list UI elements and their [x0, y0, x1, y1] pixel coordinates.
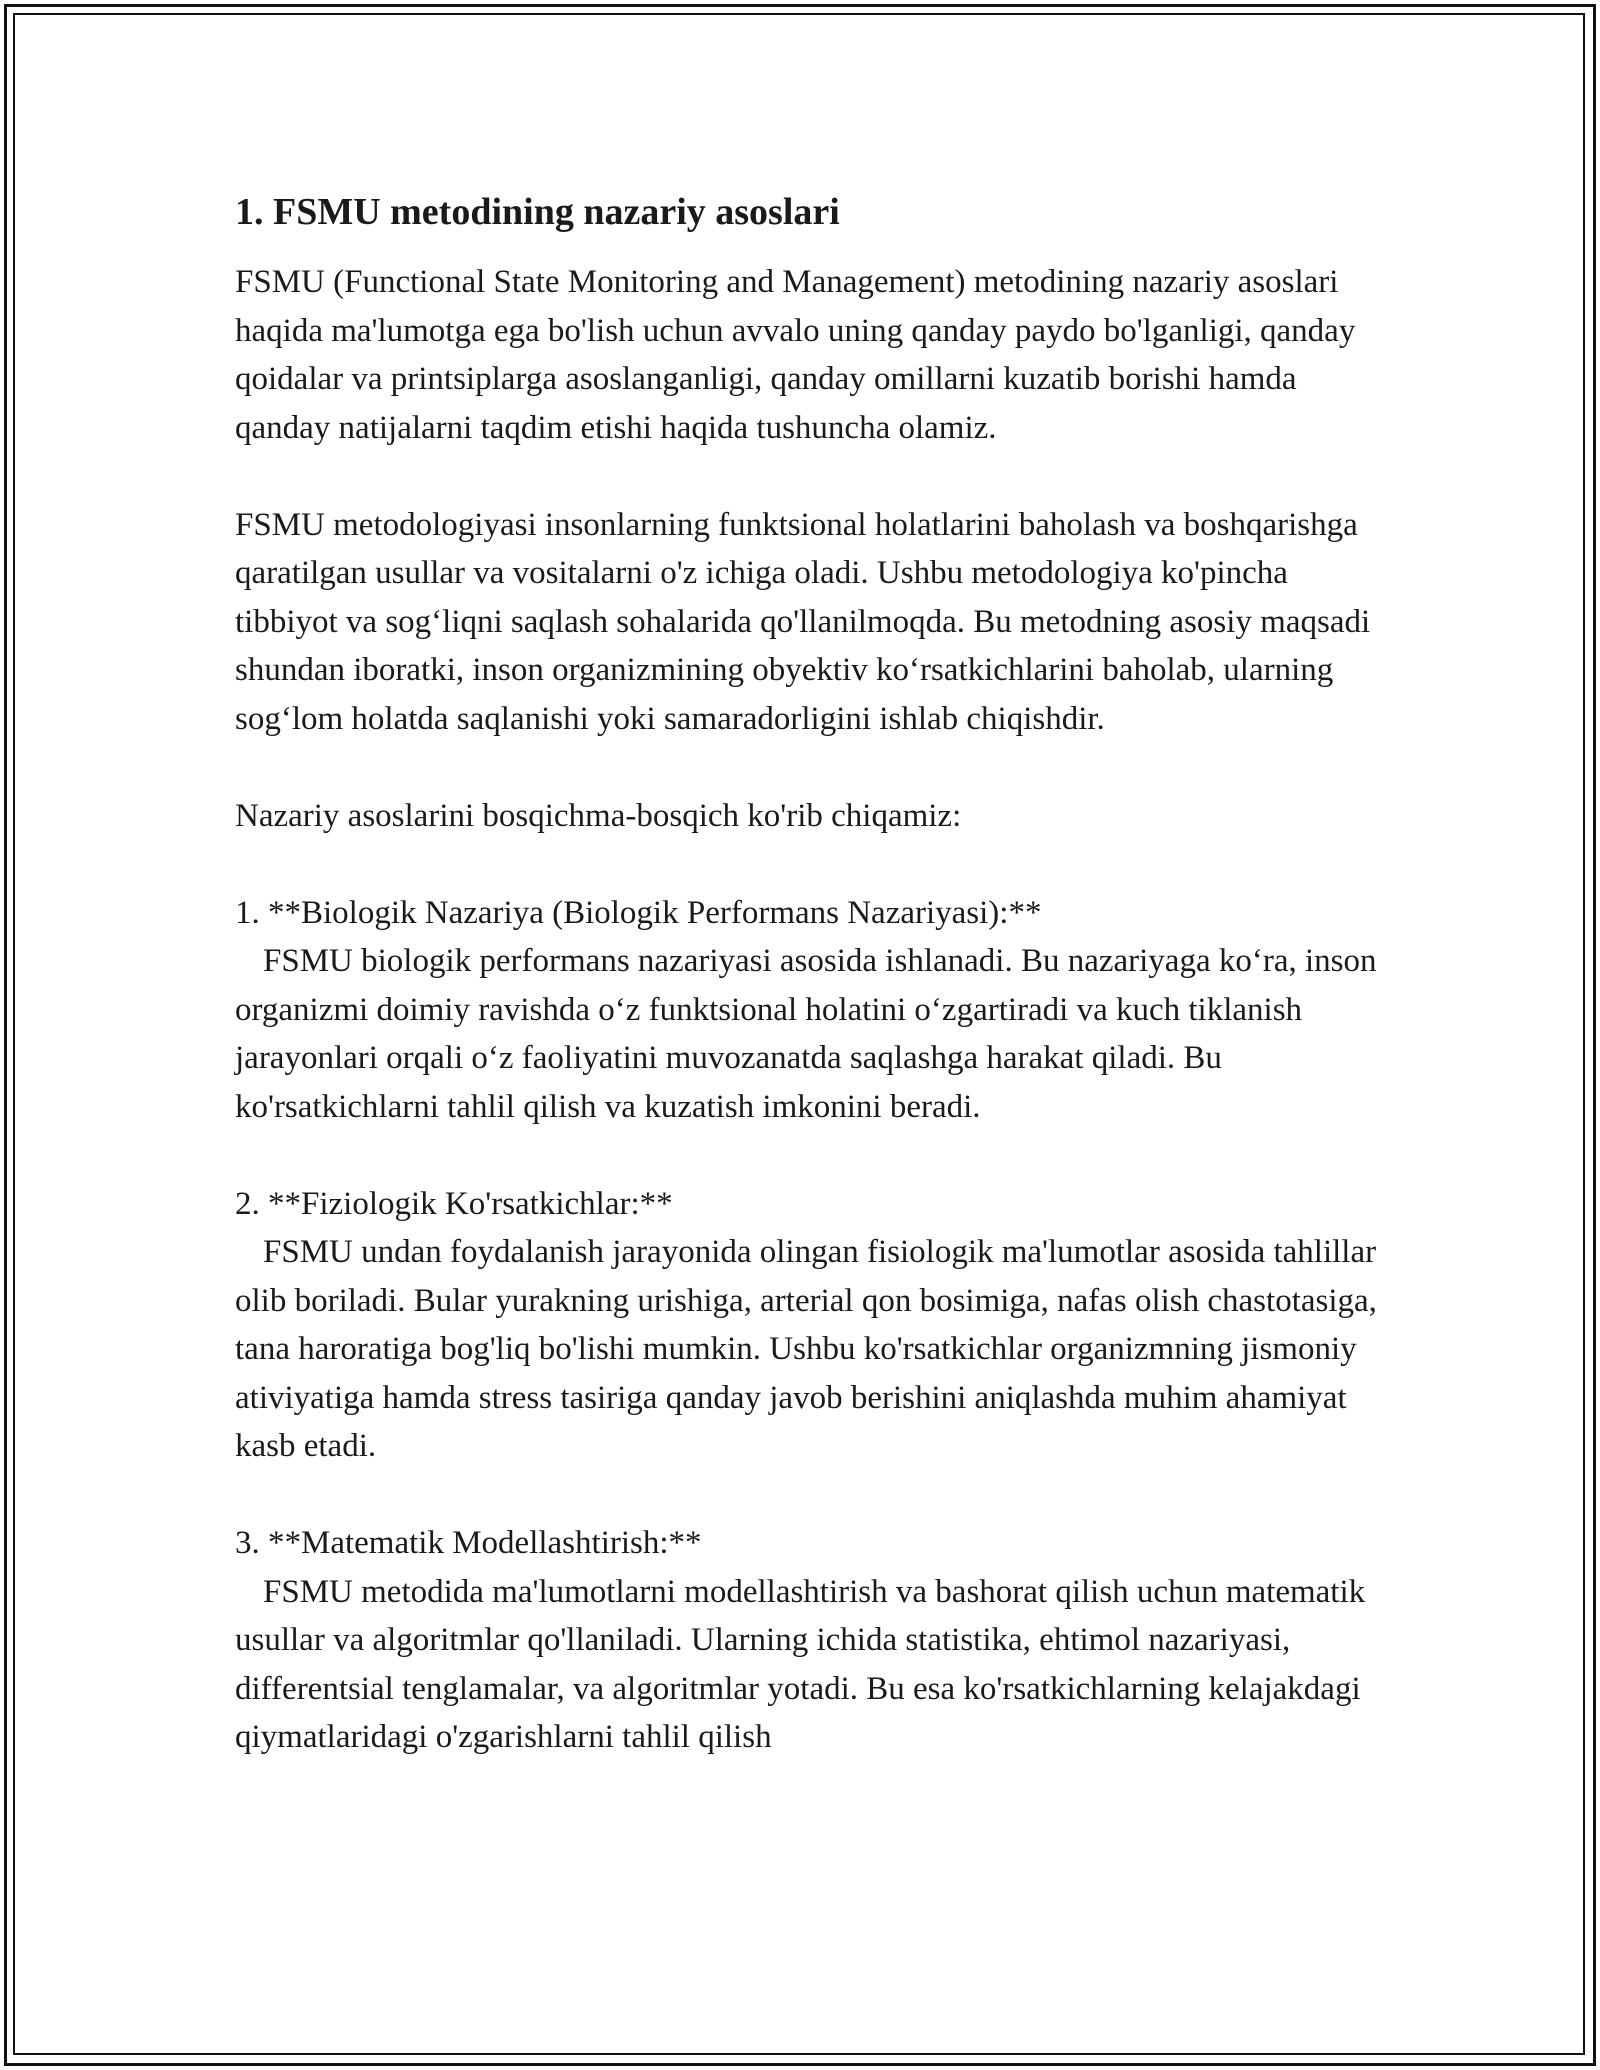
list-item: [235, 889, 1385, 1132]
intro-paragraph: FSMU (Functional State Monitoring and Management) metodining nazariy asoslari haqida ma'lumotga ega bo'lish uchun avvalo uning qanday paydo bo'lganligi, qanday qoidalar va printsiplarga asoslanganligi, qanday omillarni kuzatib borishi hamda qanday natijalarni taqdim etishi haqida tushuncha olamiz.: [235, 264, 1356, 446]
list-item-body: FSMU metodida ma'lumotlarni modellashtirish va bashorat qilish uchun matematik usullar va algoritmlar qo'llaniladi. Ularning ichida statistika, ehtimol nazariyasi, differentsial tenglamalar, va algoritmlar yotadi. Bu esa ko'rsatkichlarning kelajakdagi qiymatlaridagi o'zgarishlarni tahlil qilish: [235, 1573, 1366, 1755]
list-item-heading: 3. **Matematik Modellashtirish:**: [235, 1525, 702, 1561]
list-item: [235, 1519, 1385, 1762]
list-item-heading: 2. **Fiziologik Ko'rsatkichlar:**: [235, 1185, 673, 1222]
overview-paragraph: Nazariy asoslarini bosqichma-bosqich ko'rib chiqamiz:: [235, 797, 962, 834]
list-item-body: FSMU biologik performans nazariyasi asosida ishlanadi. Bu nazariyaga ko‘ra, inson organizmi doimiy ravishda o‘z funktsional holatini o‘zgartiradi va kuch tiklanish jarayonlari orqali o‘z faoliyatini muvozanatda saqlashga harakat qiladi. Bu ko'rsatkichlarni tahlil qilish va kuzatish imkonini beradi.: [235, 943, 1377, 1125]
list-item-body: FSMU undan foydalanish jarayonida olingan fisiologik ma'lumotlar asosida tahlillar olib boriladi. Bular yurakning urishiga, arterial qon bosimiga, nafas olish chastotasiga, tana haroratiga bog'liq bo'lishi mumkin. Ushbu ko'rsatkichlar organizmning jismoniy ativiyatiga hamda stress tasiriga qanday javob berishini aniqlashda muhim ahamiyat kasb etadi.: [235, 1234, 1377, 1464]
section-heading: 1. FSMU metodining nazariy asoslari: [235, 191, 840, 233]
list-item: [235, 1180, 1385, 1471]
document-page: [235, 186, 1385, 1762]
methodology-paragraph: FSMU metodologiyasi insonlarning funktsional holatlarini baholash va boshqarishga qaratilgan usullar va vositalarni o'z ichiga oladi. Ushbu metodologiya ko'pincha tibbiyot va sog‘liqni saqlash sohalarida qo'llanilmoqda. Bu metodning asosiy maqsadi shundan iboratki, inson organizmining obyektiv ko‘rsatkichlarini baholab, ularning sog‘lom holatda saqlanishi yoki samaradorligini ishlab chiqishdir.: [235, 506, 1371, 737]
list-item-heading: 1. **Biologik Nazariya (Biologik Performans Nazariyasi):**: [235, 894, 1042, 931]
